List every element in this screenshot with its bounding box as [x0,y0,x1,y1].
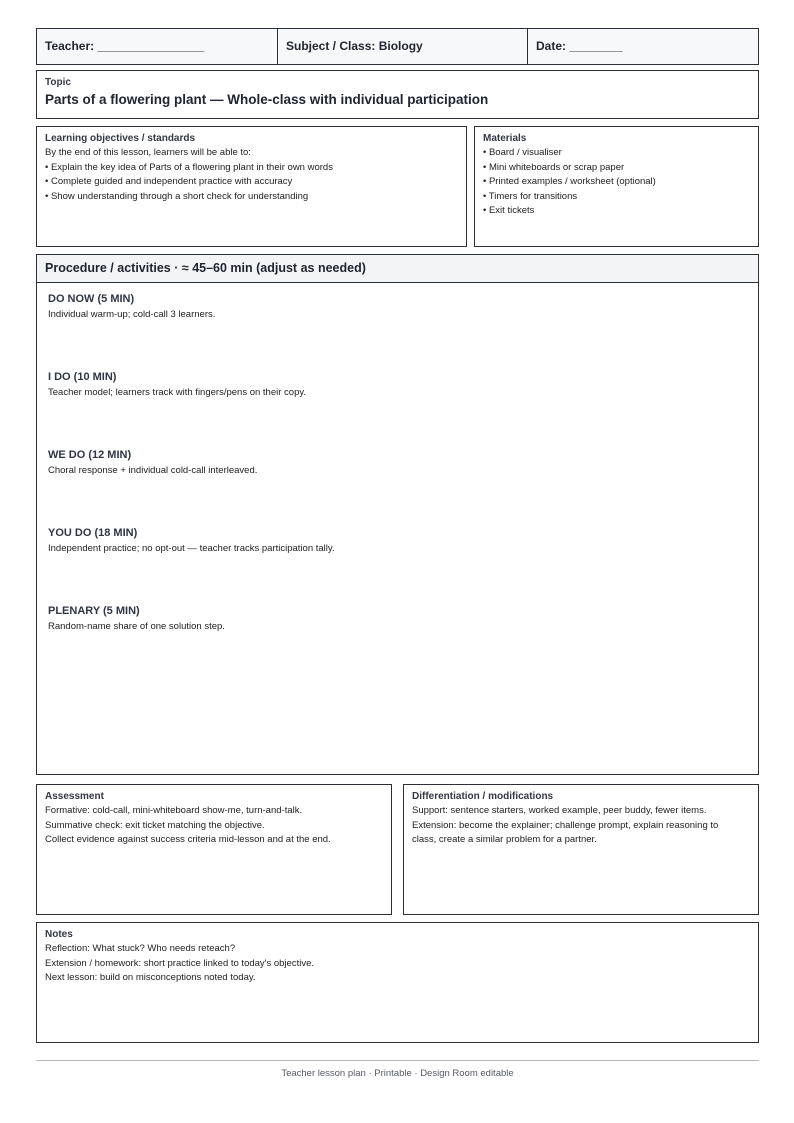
step-description: Choral response + individual cold-call interleaved. [48,465,258,476]
procedure-step-i-do[interactable] [48,371,306,398]
subject-class-field[interactable]: Subject / Class: Biology [278,29,527,64]
page-footer: Teacher lesson plan · Printable · Design Room editable [281,1068,514,1079]
procedure-step-do-now[interactable] [48,293,215,320]
assessment-line[interactable]: Collect evidence against success criteria mid-lesson and at the end. [45,834,331,845]
objective-item[interactable]: • Complete guided and independent practice with accuracy [45,176,293,187]
step-title: DO NOW (5 MIN) [48,293,135,305]
notes-line[interactable]: Next lesson: build on misconceptions noted today. [45,972,256,983]
procedure-step-plenary[interactable] [48,605,225,632]
differentiation-line[interactable]: Support: sentence starters, worked example, peer buddy, fewer items. [412,805,707,816]
step-description: Teacher model; learners track with fingers/pens on their copy. [48,387,307,398]
step-title: PLENARY (5 MIN) [48,605,140,617]
header-row [36,28,759,65]
materials-label: Materials [483,133,527,144]
assessment-line[interactable]: Summative check: exit ticket matching the objective. [45,819,265,831]
topic-label: Topic [45,77,71,88]
assessment-label: Assessment [45,791,104,802]
notes-line[interactable]: Reflection: What stuck? Who needs reteach? [45,943,236,954]
material-item[interactable]: • Mini whiteboards or scrap paper [483,161,625,173]
step-description: Random-name share of one solution step. [48,621,225,632]
teacher-field[interactable]: Teacher: ________________ [37,29,277,64]
objectives-box [36,126,467,247]
footer-divider [36,1060,759,1061]
materials-box [474,126,759,247]
objective-item[interactable]: • Explain the key idea of Parts of a flowering plant in their own words [45,161,333,173]
objectives-intro[interactable]: By the end of this lesson, learners will be able to: [45,147,251,158]
procedure-box [36,254,759,775]
assessment-box [36,784,392,915]
material-item[interactable]: • Board / visualiser [483,147,562,158]
differentiation-line[interactable]: class, create a similar problem for a partner. [412,834,597,845]
procedure-step-we-do[interactable] [48,449,257,476]
procedure-step-you-do[interactable] [48,527,335,554]
step-title: I DO (10 MIN) [48,371,117,383]
date-field[interactable]: Date: ________ [528,29,758,64]
step-title: WE DO (12 MIN) [48,449,132,461]
step-title: YOU DO (18 MIN) [48,527,138,539]
differentiation-line[interactable]: Extension: become the explainer; challenge prompt, explain reasoning to [412,819,719,831]
notes-line[interactable]: Extension / homework: short practice linked to today's objective. [45,957,315,969]
notes-box [36,922,759,1043]
procedure-heading: Procedure / activities · ≈ 45–60 min (adjust as needed) [37,255,758,283]
material-item[interactable]: • Timers for transitions [483,190,578,202]
step-description: Individual warm-up; cold-call 3 learners. [48,309,216,320]
objectives-label: Learning objectives / standards [45,133,196,144]
differentiation-label: Differentiation / modifications [412,791,554,802]
step-description: Independent practice; no opt-out — teacher tracks participation tally. [48,543,335,554]
topic-title[interactable]: Parts of a flowering plant — Whole-class with individual participation [45,92,489,107]
material-item[interactable]: • Exit tickets [483,205,535,216]
assessment-line[interactable]: Formative: cold-call, mini-whiteboard show-me, turn-and-talk. [45,805,303,816]
notes-label: Notes [45,929,73,940]
differentiation-box [403,784,759,915]
material-item[interactable]: • Printed examples / worksheet (optional) [483,176,656,187]
objective-item[interactable]: • Show understanding through a short check for understanding [45,190,309,202]
topic-box [36,70,759,119]
